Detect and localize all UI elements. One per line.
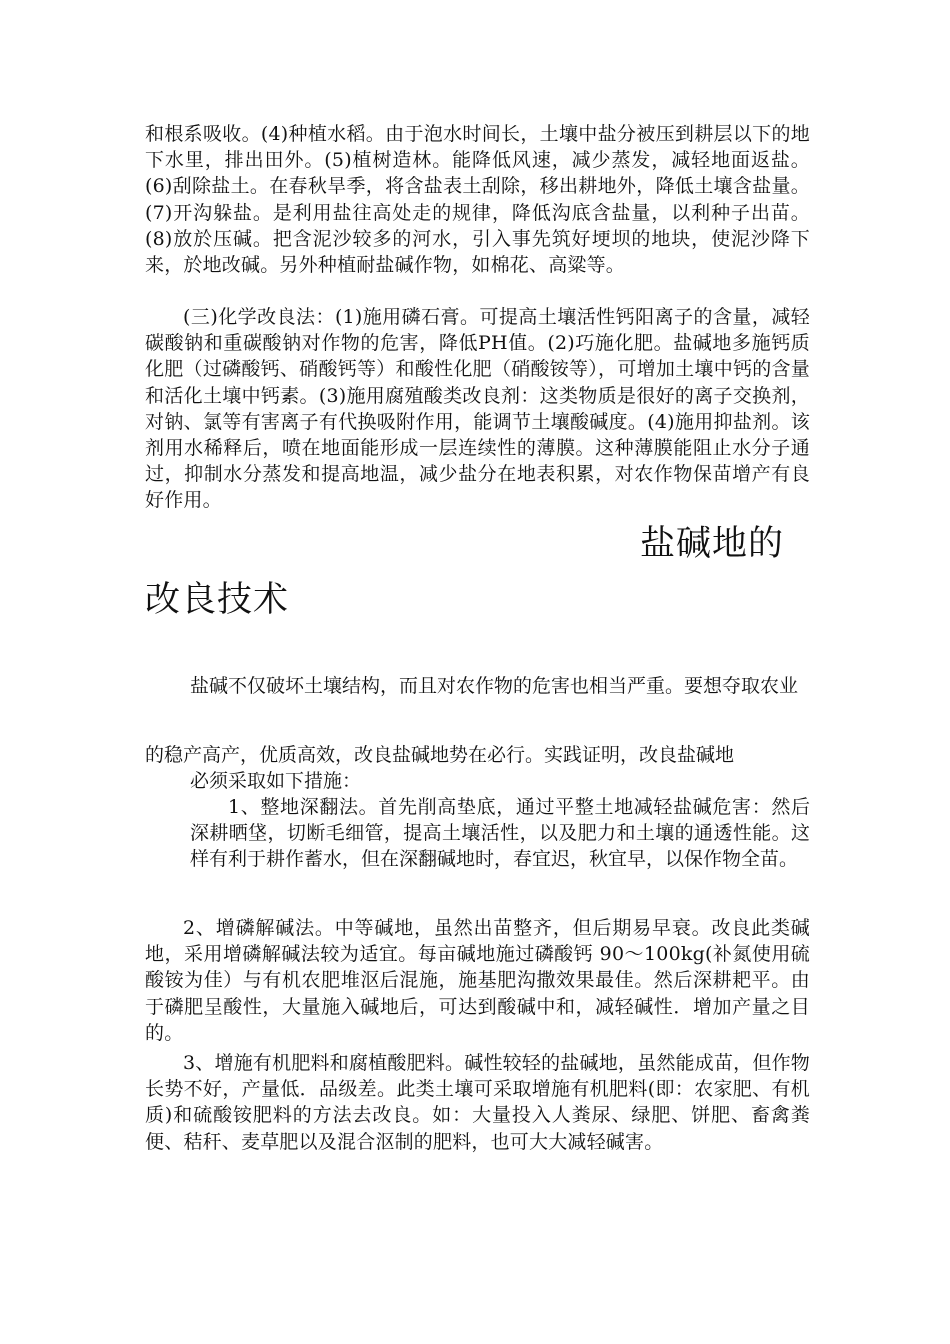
- method-phosphorus: [145, 915, 810, 1046]
- method-text: 1、整地深翻法。首先削高垫底，通过平整土地减轻盐碱危害：然后深耕晒垡，切断毛细管，提高土壤活性，以及肥力和土壤的通透性能。这样有利于耕作蓄水，但在深翻碱地时，春宜迟，秋宜早，以保作物全苗。: [190, 796, 810, 871]
- method-deep-plowing: [190, 794, 810, 873]
- intro-paragraph: [190, 673, 810, 699]
- section-title-line-2: 改良技术: [145, 580, 290, 620]
- paragraph-text: 和根系吸收。(4)种植水稻。由于泡水时间长，土壤中盐分被压到耕层以下的地下水里，排出田外。(5)植树造林。能降低风速，减少蒸发，减轻地面返盐。(6)刮除盐土。在春秋旱季，将含盐表土刮除，移出耕地外，降低土壤含盐量。(7)开沟躲盐。是利用盐往高处走的规律，降低沟底含盐量，以利种子出苗。(8)放於压碱。把含泥沙较多的河水，引入事先筑好埂坝的地块，使泥沙降下来，於地改碱。另外种植耐盐碱作物，如棉花、高粱等。: [145, 123, 810, 277]
- method-organic-fertilizer: [145, 1050, 810, 1155]
- paragraph-physical-methods: [145, 121, 810, 278]
- method-text: 2、增磷解碱法。中等碱地，虽然出苗整齐，但后期易早衰。改良此类碱地，采用增磷解碱法较为适宜。每亩碱地施过磷酸钙 90～100kg(补氮使用硫酸铵为佳）与有机农肥堆沤后混施，施基肥沟撒效果最佳。然后深耕耙平。由于磷肥呈酸性，大量施入碱地后，可达到酸碱中和，减轻碱性．增加产量之目的。: [145, 917, 810, 1044]
- intro-continuation: [145, 742, 810, 794]
- method-text: 3、增施有机肥料和腐植酸肥料。碱性较轻的盐碱地，虽然能成苗，但作物长势不好，产量低．品级差。此类土壤可采取增施有机肥料(即：农家肥、有机质)和硫酸铵肥料的方法去改良。如：大量投入人粪尿、绿肥、饼肥、畜禽粪便、秸秆、麦草肥以及混合沤制的肥料，也可大大减轻碱害。: [145, 1052, 810, 1153]
- intro-line-3: 必须采取如下措施：: [190, 770, 362, 793]
- intro-line-1: 盐碱不仅破坏土壤结构，而且对农作物的危害也相当严重。要想夺取农业: [190, 675, 799, 697]
- paragraph-chemical-methods: [145, 304, 810, 514]
- section-title-line-1: 盐碱地的: [640, 524, 785, 564]
- intro-line-2: 的稳产高产，优质高效，改良盐碱地势在必行。实践证明，改良盐碱地: [145, 744, 735, 766]
- paragraph-text: (三)化学改良法：(1)施用磷石膏。可提高土壤活性钙阳离子的含量，减轻碳酸钠和重碳酸钠对作物的危害，降低PH值。(2)巧施化肥。盐碱地多施钙质化肥（过磷酸钙、硝酸钙等）和酸性化肥（硝酸铵等），可增加土壤中钙的含量和活化土壤中钙素。(3)施用腐殖酸类改良剂：这类物质是很好的离子交换剂，对钠、氯等有害离子有代换吸附作用，能调节土壤酸碱度。(4)施用抑盐剂。该剂用水稀释后，喷在地面能形成一层连续性的薄膜。这种薄膜能阻止水分子通过，抑制水分蒸发和提高地温，减少盐分在地表积累，对农作物保苗增产有良好作用。: [145, 306, 810, 512]
